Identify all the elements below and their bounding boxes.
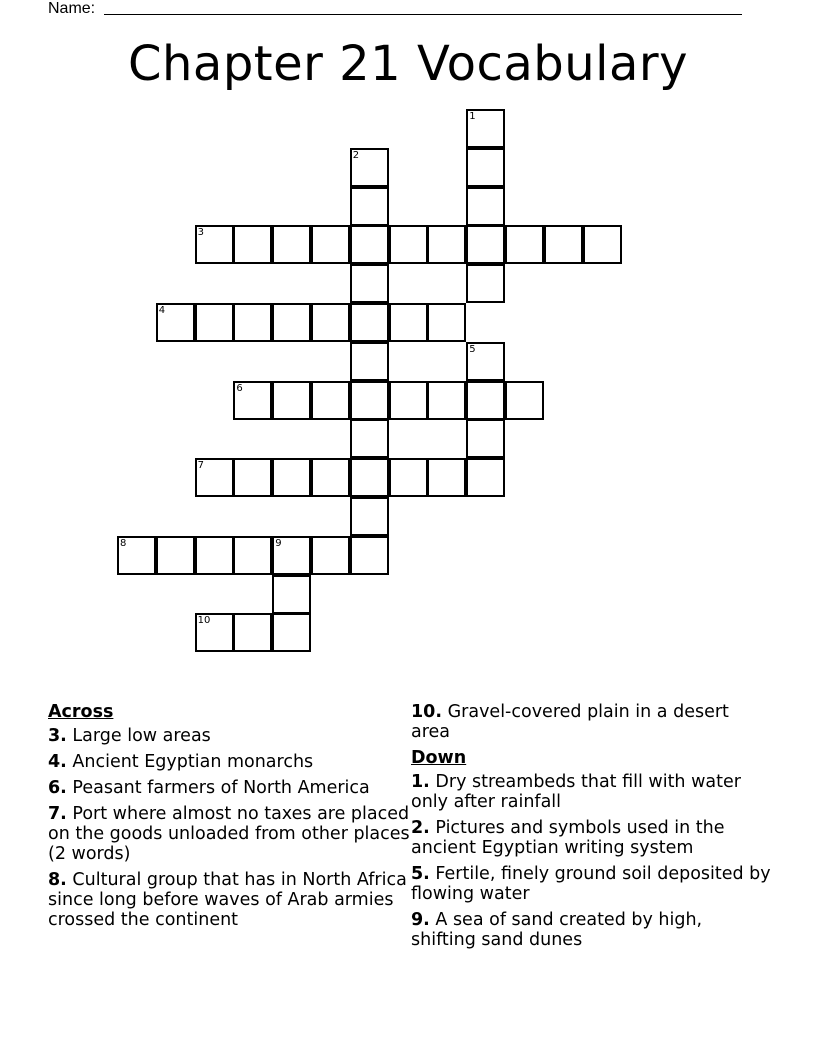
clue-down-9 xyxy=(411,910,771,950)
crossword-cell[interactable] xyxy=(427,381,466,420)
clue-text: Peasant farmers of North America xyxy=(72,778,370,798)
clue-number: 9. xyxy=(411,910,430,930)
crossword-cell[interactable] xyxy=(311,303,350,342)
clue-number: 8. xyxy=(48,870,67,890)
crossword-cell[interactable] xyxy=(311,225,350,264)
crossword-cell[interactable] xyxy=(195,225,234,264)
cell-number: 8 xyxy=(120,537,127,549)
crossword-cell[interactable] xyxy=(350,264,389,303)
clue-across-6 xyxy=(48,778,410,798)
clue-number: 6. xyxy=(48,778,67,798)
clue-number: 1. xyxy=(411,772,430,792)
cell-number: 7 xyxy=(197,460,204,472)
crossword-cell[interactable] xyxy=(466,187,505,226)
cell-number: 3 xyxy=(197,227,204,239)
clues-column-left xyxy=(48,702,410,936)
cell-number: 6 xyxy=(236,382,243,394)
crossword-cell[interactable] xyxy=(466,264,505,303)
crossword-cell[interactable] xyxy=(156,536,195,575)
clue-number: 2. xyxy=(411,818,430,838)
crossword-cell[interactable] xyxy=(311,381,350,420)
cell-number: 5 xyxy=(469,343,476,355)
clue-text: Fertile, finely ground soil deposited by flowing water xyxy=(411,864,771,904)
crossword-cell[interactable] xyxy=(272,381,311,420)
down-heading: Down xyxy=(411,748,467,768)
clue-number: 5. xyxy=(411,864,430,884)
crossword-cell[interactable] xyxy=(350,536,389,575)
crossword-cell[interactable] xyxy=(505,381,544,420)
crossword-cell[interactable] xyxy=(466,458,505,497)
crossword-cell[interactable] xyxy=(350,342,389,381)
crossword-cell[interactable] xyxy=(389,381,428,420)
clue-text: Gravel-covered plain in a desert area xyxy=(411,702,729,742)
clue-number: 10. xyxy=(411,702,443,722)
cell-number: 10 xyxy=(197,615,211,627)
crossword-cell[interactable] xyxy=(311,536,350,575)
clue-down-5 xyxy=(411,864,771,904)
crossword-cell[interactable] xyxy=(350,225,389,264)
crossword-cell[interactable] xyxy=(389,458,428,497)
cell-number: 1 xyxy=(469,111,476,122)
crossword-cell[interactable] xyxy=(427,458,466,497)
clue-across-4 xyxy=(48,752,410,772)
name-label: Name: xyxy=(48,0,96,17)
crossword-cell[interactable] xyxy=(427,303,466,342)
crossword-cell[interactable] xyxy=(427,225,466,264)
clues-column-right xyxy=(411,702,771,956)
clue-across-7 xyxy=(48,804,410,864)
crossword-cell[interactable] xyxy=(233,613,272,652)
crossword-cell[interactable] xyxy=(195,536,234,575)
crossword-cell[interactable] xyxy=(272,303,311,342)
crossword-cell[interactable] xyxy=(350,303,389,342)
cell-number: 2 xyxy=(352,149,360,161)
clue-text: Port where almost no taxes are placed on the goods unloaded from other places (2 words) xyxy=(48,804,410,864)
clue-down-1 xyxy=(411,772,771,812)
clue-across-8 xyxy=(48,870,410,930)
crossword-cell[interactable] xyxy=(272,458,311,497)
crossword-cell[interactable] xyxy=(156,303,195,342)
clue-text: A sea of sand created by high, shifting sand dunes xyxy=(411,910,703,950)
crossword-cell[interactable] xyxy=(195,613,234,652)
clue-text: Dry streambeds that fill with water only after rainfall xyxy=(411,772,741,812)
across-heading: Across xyxy=(48,702,114,722)
clue-number: 7. xyxy=(48,804,67,824)
page-title: Chapter 21 Vocabulary xyxy=(127,36,689,92)
clue-number: 4. xyxy=(48,752,67,772)
crossword-cell[interactable] xyxy=(272,225,311,264)
crossword-cell[interactable] xyxy=(505,225,544,264)
cell-number: 4 xyxy=(158,305,166,316)
crossword-cell[interactable] xyxy=(195,458,234,497)
crossword-cell[interactable] xyxy=(272,536,311,575)
clue-down-2 xyxy=(411,818,771,858)
crossword-cell[interactable] xyxy=(350,148,389,187)
clue-text: Cultural group that has in North Africa since long before waves of Arab armies crossed the continent xyxy=(48,870,407,930)
crossword-cell[interactable] xyxy=(583,225,622,264)
crossword-cell[interactable] xyxy=(350,458,389,497)
clue-text: Pictures and symbols used in the ancient Egyptian writing system xyxy=(411,818,725,858)
crossword-cell[interactable] xyxy=(466,109,505,148)
crossword-cell[interactable] xyxy=(233,458,272,497)
crossword-cell[interactable] xyxy=(466,381,505,420)
clue-text: Ancient Egyptian monarchs xyxy=(72,752,314,772)
crossword-cell[interactable] xyxy=(117,536,156,575)
crossword-cell[interactable] xyxy=(233,381,272,420)
crossword-cell[interactable] xyxy=(350,497,389,536)
crossword-cell[interactable] xyxy=(233,536,272,575)
clue-text: Large low areas xyxy=(72,726,211,746)
crossword-cell[interactable] xyxy=(233,225,272,264)
crossword-cell[interactable] xyxy=(466,342,505,381)
crossword-cell[interactable] xyxy=(466,148,505,187)
crossword-cell[interactable] xyxy=(350,381,389,420)
crossword-cell[interactable] xyxy=(389,225,428,264)
crossword-cell[interactable] xyxy=(233,303,272,342)
crossword-cell[interactable] xyxy=(311,458,350,497)
crossword-cell[interactable] xyxy=(195,303,234,342)
crossword-cell[interactable] xyxy=(544,225,583,264)
clue-number: 3. xyxy=(48,726,67,746)
crossword-cell[interactable] xyxy=(466,225,505,264)
clue-across-10 xyxy=(411,702,771,742)
crossword-cell[interactable] xyxy=(272,613,311,652)
cell-number: 9 xyxy=(275,537,282,549)
crossword-cell[interactable] xyxy=(389,303,428,342)
crossword-cell[interactable] xyxy=(350,419,389,458)
crossword-cell[interactable] xyxy=(466,419,505,458)
crossword-cell[interactable] xyxy=(272,575,311,614)
clue-across-3 xyxy=(48,726,410,746)
crossword-cell[interactable] xyxy=(350,187,389,226)
